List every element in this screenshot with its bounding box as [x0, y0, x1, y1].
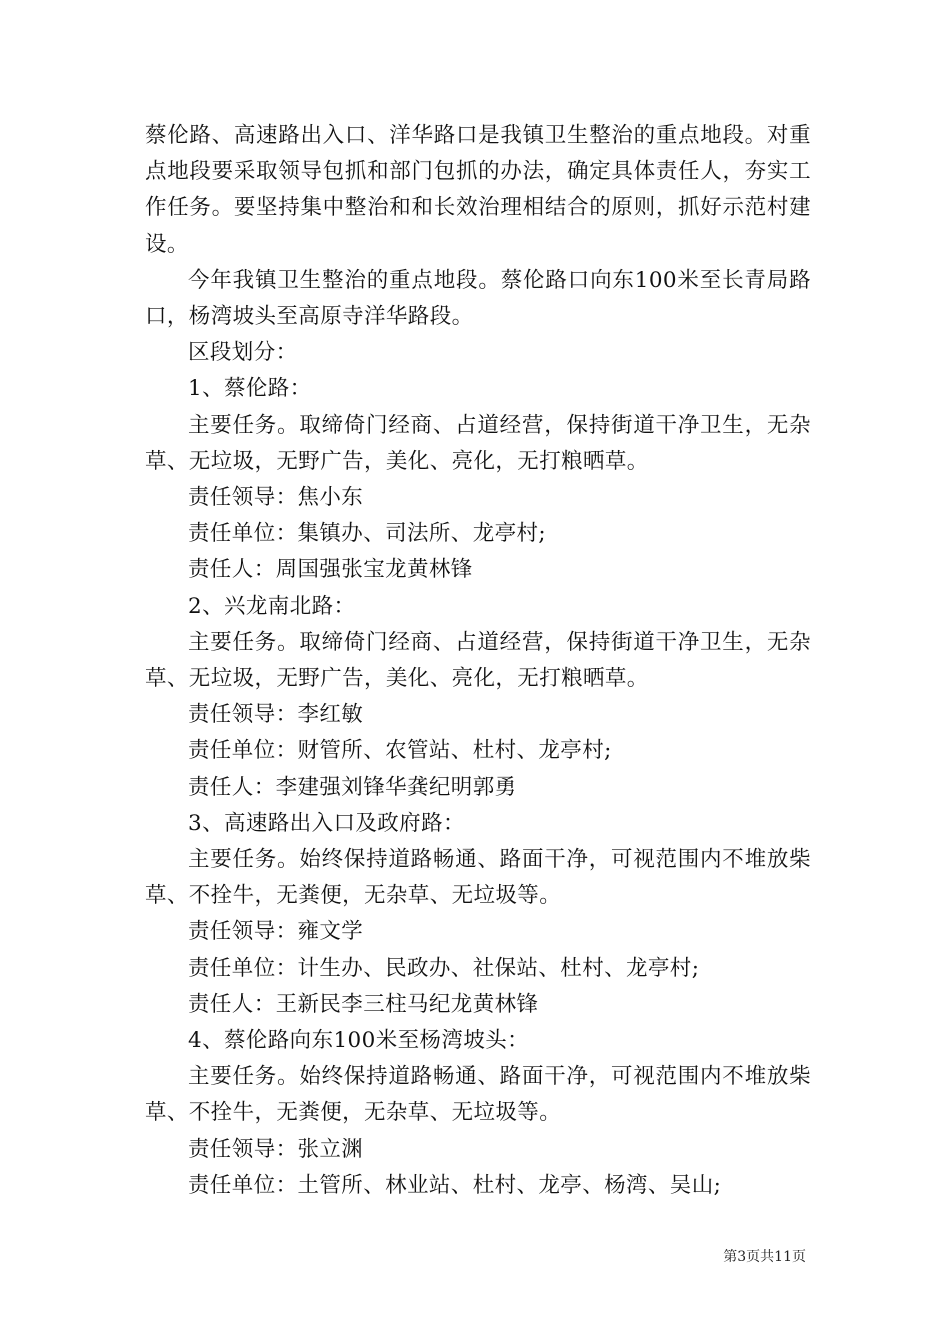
section-3-persons: 责任人：王新民李三柱马纪龙黄林锋 — [188, 991, 539, 1017]
section-division-heading: 区段划分： — [188, 340, 298, 366]
section-3-main-task: 主要任务。始终保持道路畅通、路面干净，可视范围内不堆放柴草、不拴牛，无粪便，无杂草、无垃圾等。 — [145, 847, 811, 909]
section-1-heading: 1、蔡伦路： — [188, 376, 312, 402]
section-1-persons: 责任人：周国强张宝龙黄林锋 — [188, 557, 473, 583]
section-4-heading: 4、蔡伦路向东100米至杨湾坡头： — [188, 1028, 530, 1054]
section-2-persons: 责任人：李建强刘锋华龚纪明郭勇 — [188, 774, 517, 800]
section-2-leader: 责任领导：李红敏 — [188, 702, 364, 728]
section-4-main-task: 主要任务。始终保持道路畅通、路面干净，可视范围内不堆放柴草、不拴牛，无粪便，无杂草、无垃圾等。 — [145, 1064, 811, 1126]
document-body — [145, 118, 811, 1204]
section-2-heading: 2、兴龙南北路： — [188, 593, 356, 619]
section-4-units: 责任单位：土管所、林业站、杜村、龙亭、杨湾、吴山; — [188, 1172, 722, 1198]
section-2-units: 责任单位：财管所、农管站、杜村、龙亭村; — [188, 738, 612, 764]
section-4-leader: 责任领导：张立渊 — [188, 1136, 364, 1162]
section-1-units: 责任单位：集镇办、司法所、龙亭村; — [188, 521, 547, 547]
section-1-main-task: 主要任务。取缔倚门经商、占道经营，保持街道干净卫生，无杂草、无垃圾，无野广告，美化、亮化，无打粮晒草。 — [145, 412, 811, 474]
section-3-units: 责任单位：计生办、民政办、社保站、杜村、龙亭村; — [188, 955, 700, 981]
section-1-leader: 责任领导：焦小东 — [188, 485, 364, 511]
paragraph-key-areas-intro: 蔡伦路、高速路出入口、洋华路口是我镇卫生整治的重点地段。对重点地段要采取领导包抓和部门包抓的办法，确定具体责任人，夯实工作任务。要坚持集中整治和和长效治理相结合的原则，抓好示范村建设。 — [145, 123, 811, 257]
section-2-main-task: 主要任务。取缔倚门经商、占道经营，保持街道干净卫生，无杂草、无垃圾，无野广告，美化、亮化，无打粮晒草。 — [145, 629, 811, 692]
section-3-leader: 责任领导：雍文学 — [188, 919, 364, 945]
page-number-footer: 第3页共11页 — [723, 1249, 806, 1265]
paragraph-key-areas-this-year: 今年我镇卫生整治的重点地段。蔡伦路口向东100米至长青局路口，杨湾坡头至高原寺洋华路段。 — [145, 267, 811, 330]
section-3-heading: 3、高速路出入口及政府路： — [188, 810, 465, 836]
